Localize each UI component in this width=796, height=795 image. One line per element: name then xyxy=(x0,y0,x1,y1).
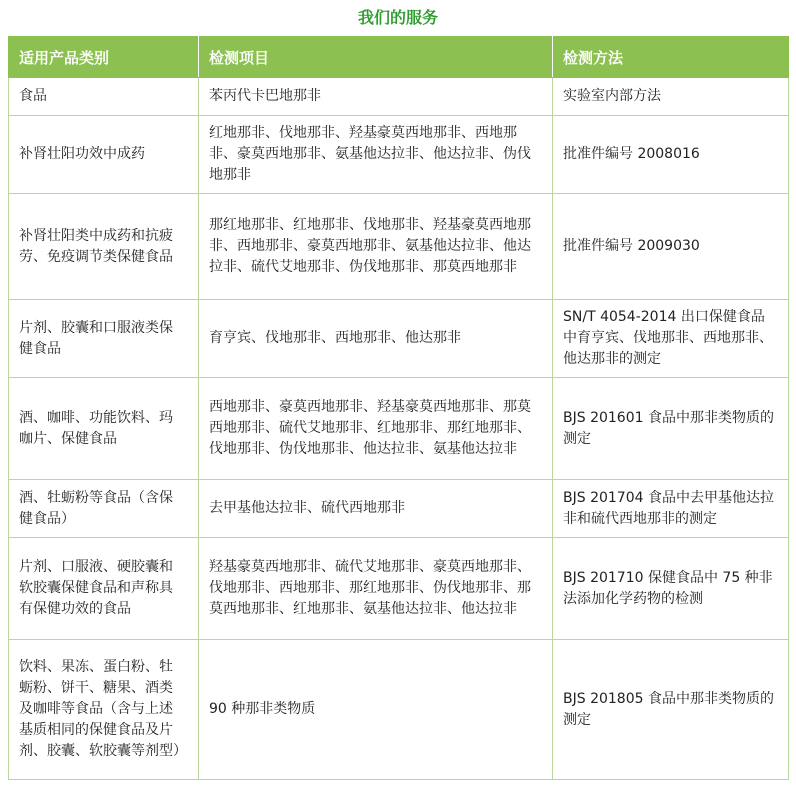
cell-category: 片剂、口服液、硬胶囊和软胶囊保健食品和声称具有保健功效的食品 xyxy=(9,538,199,640)
table-row xyxy=(9,194,789,300)
cell-items: 西地那非、豪莫西地那非、羟基豪莫西地那非、那莫西地那非、硫代艾地那非、红地那非、那红地那非、伐地那非、伪伐地那非、他达拉非、氨基他达拉非 xyxy=(199,378,553,480)
table-row xyxy=(9,78,789,116)
cell-items: 那红地那非、红地那非、伐地那非、羟基豪莫西地那非、西地那非、豪莫西地那非、氨基他达拉非、他达拉非、硫代艾地那非、伪伐地那非、那莫西地那非 xyxy=(199,194,553,300)
services-table xyxy=(8,36,789,780)
cell-category: 酒、牡蛎粉等食品（含保健食品） xyxy=(9,480,199,538)
cell-items: 羟基豪莫西地那非、硫代艾地那非、豪莫西地那非、伐地那非、西地那非、那红地那非、伪伐地那非、那莫西地那非、红地那非、氨基他达拉非、他达拉非 xyxy=(199,538,553,640)
table-row xyxy=(9,116,789,194)
cell-method: 批准件编号 2008016 xyxy=(553,116,789,194)
header-method: 检测方法 xyxy=(553,37,789,78)
cell-category: 补肾壮阳类中成药和抗疲劳、免疫调节类保健食品 xyxy=(9,194,199,300)
page-title: 我们的服务 xyxy=(357,8,438,27)
cell-items: 90 种那非类物质 xyxy=(199,640,553,780)
cell-category: 饮料、果冻、蛋白粉、牡蛎粉、饼干、糖果、酒类及咖啡等食品（含与上述基质相同的保健食品及片剂、胶囊、软胶囊等剂型） xyxy=(9,640,199,780)
table-row xyxy=(9,480,789,538)
cell-method: 实验室内部方法 xyxy=(553,78,789,116)
table-row xyxy=(9,640,789,780)
cell-method: BJS 201601 食品中那非类物质的测定 xyxy=(553,378,789,480)
table-row xyxy=(9,378,789,480)
cell-category: 酒、咖啡、功能饮料、玛咖片、保健食品 xyxy=(9,378,199,480)
cell-method: SN/T 4054-2014 出口保健食品中育亨宾、伐地那非、西地那非、他达那非的测定 xyxy=(553,300,789,378)
cell-items: 苯丙代卡巴地那非 xyxy=(199,78,553,116)
header-category: 适用产品类别 xyxy=(9,37,199,78)
cell-items: 红地那非、伐地那非、羟基豪莫西地那非、西地那非、豪莫西地那非、氨基他达拉非、他达拉非、伪伐地那非 xyxy=(199,116,553,194)
cell-method: 批准件编号 2009030 xyxy=(553,194,789,300)
cell-items: 去甲基他达拉非、硫代西地那非 xyxy=(199,480,553,538)
table-row xyxy=(9,538,789,640)
cell-method: BJS 201710 保健食品中 75 种非法添加化学药物的检测 xyxy=(553,538,789,640)
cell-category: 食品 xyxy=(9,78,199,116)
cell-category: 补肾壮阳功效中成药 xyxy=(9,116,199,194)
table-header-row xyxy=(9,37,789,78)
cell-items: 育亨宾、伐地那非、西地那非、他达那非 xyxy=(199,300,553,378)
cell-category: 片剂、胶囊和口服液类保健食品 xyxy=(9,300,199,378)
cell-method: BJS 201704 食品中去甲基他达拉非和硫代西地那非的测定 xyxy=(553,480,789,538)
cell-method: BJS 201805 食品中那非类物质的测定 xyxy=(553,640,789,780)
header-items: 检测项目 xyxy=(199,37,553,78)
table-row xyxy=(9,300,789,378)
